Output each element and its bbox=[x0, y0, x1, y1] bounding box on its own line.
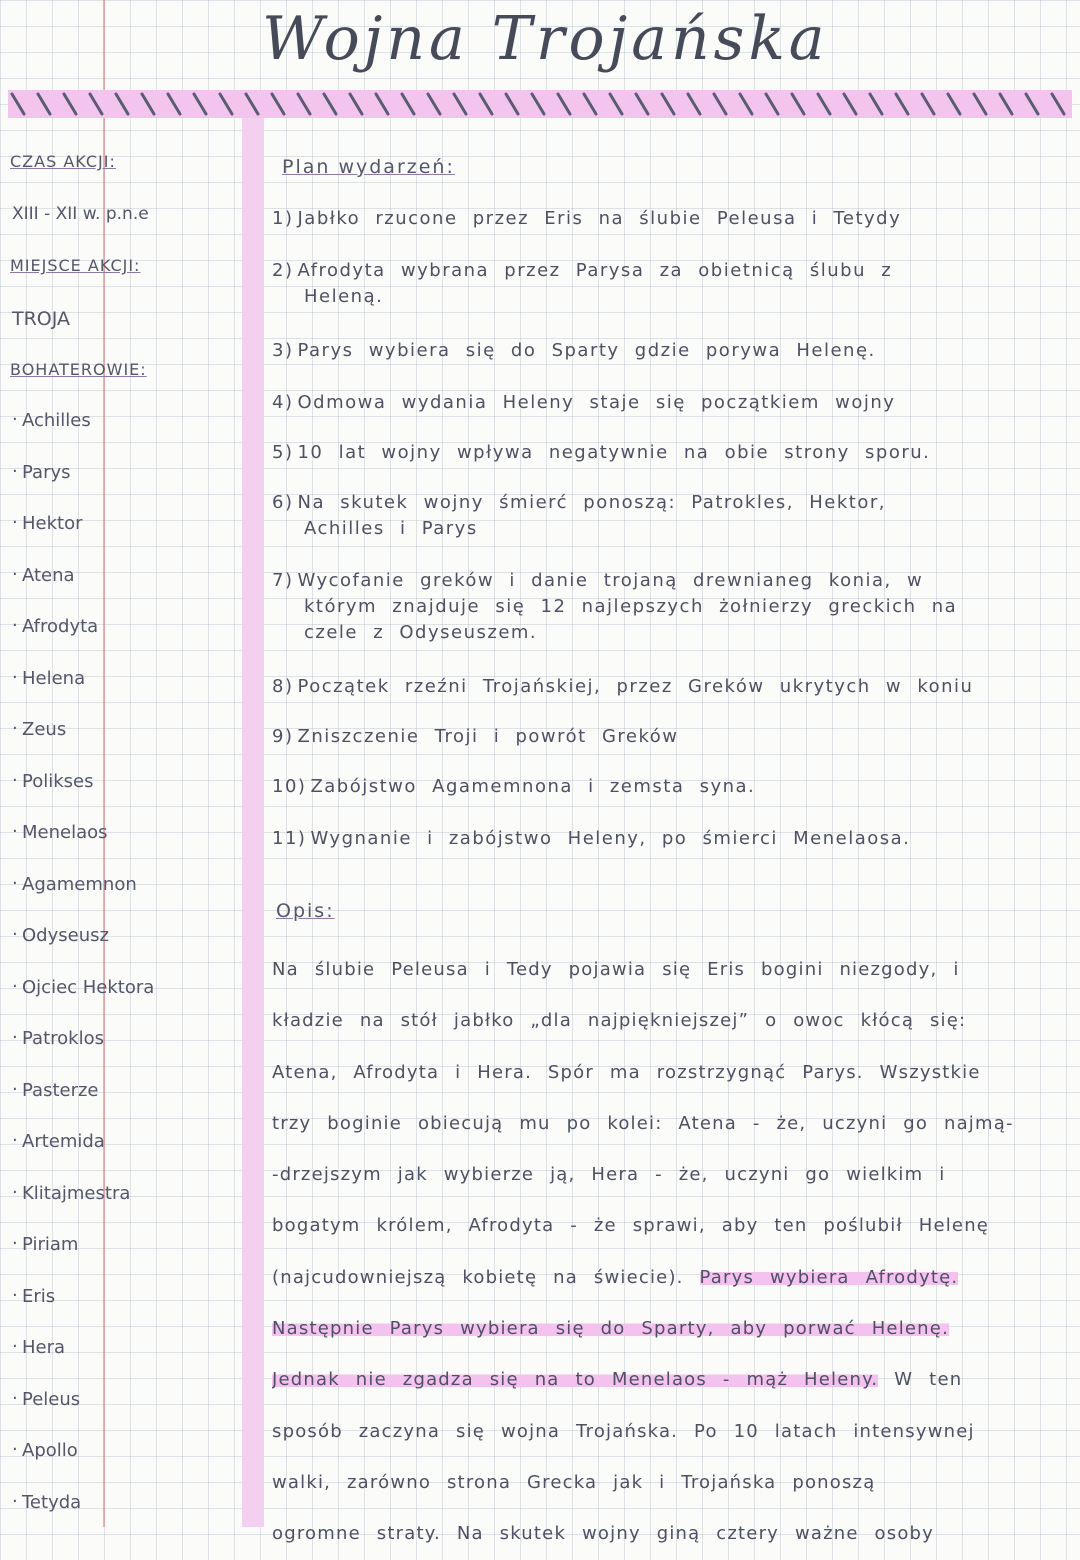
event-number: 9) bbox=[272, 726, 294, 747]
event-number: 6) bbox=[272, 492, 294, 513]
hero-item: · Peleus bbox=[22, 1389, 80, 1410]
event-text: którym znajduje się 12 najlepszych żołnierzy greckich na bbox=[304, 596, 958, 617]
hero-item: · Parys bbox=[22, 462, 71, 483]
opis-line: Atena, Afrodyta i Hera. Spór ma rozstrzygnąć Parys. Wszystkie bbox=[272, 1061, 981, 1083]
hero-item: · Afrodyta bbox=[22, 616, 98, 637]
hero-item: · Ojciec Hektora bbox=[22, 977, 154, 998]
event-number: 3) bbox=[272, 340, 294, 361]
event-item bbox=[272, 390, 1062, 416]
hero-item: · Artemida bbox=[22, 1131, 105, 1152]
hero-item: · Pasterze bbox=[22, 1080, 99, 1101]
opis-line: -drzejszym jak wybierze ją, Hera - że, uczyni go wielkim i bbox=[272, 1164, 946, 1186]
hero-item: · Achilles bbox=[22, 410, 91, 431]
pink-highlight-column bbox=[242, 118, 264, 1527]
hatch-mark bbox=[792, 94, 804, 114]
event-text: Heleną. bbox=[304, 286, 384, 307]
heroes-heading: BOHATEROWIE: bbox=[10, 360, 147, 379]
hatch-mark bbox=[480, 94, 492, 114]
opis-line: sposób zaczyna się wojna Trojańska. Po 10 latach intensywnej bbox=[272, 1420, 975, 1442]
hero-item: · Menelaos bbox=[22, 822, 108, 843]
event-text: Zniszczenie Troji i powrót Greków bbox=[297, 726, 679, 747]
highlighted-text: Następnie Parys wybiera się do Sparty, aby porwać Helenę. bbox=[272, 1318, 949, 1340]
hatch-mark bbox=[584, 94, 596, 114]
event-item bbox=[272, 490, 1062, 542]
hatch-mark bbox=[532, 94, 544, 114]
hatch-mark bbox=[194, 94, 206, 114]
hatch-mark bbox=[688, 94, 700, 114]
event-item bbox=[272, 206, 1062, 232]
hero-item: · Piriam bbox=[22, 1234, 78, 1255]
opis-line-text: W ten bbox=[894, 1369, 963, 1391]
hatch-mark bbox=[896, 94, 908, 114]
place-value: TROJA bbox=[12, 308, 71, 330]
event-text: Parys wybiera się do Sparty gdzie porywa Helenę. bbox=[297, 340, 876, 361]
event-text: Wycofanie greków i danie trojaną drewnianeg konia, w bbox=[297, 570, 924, 591]
event-number: 5) bbox=[272, 442, 294, 463]
event-text: 10 lat wojny wpływa negatywnie na obie strony sporu. bbox=[297, 442, 931, 463]
event-text: Afrodyta wybrana przez Parysa za obietnicą ślubu z bbox=[297, 260, 893, 281]
hatch-mark bbox=[662, 94, 674, 114]
event-text: czele z Odyseuszem. bbox=[304, 622, 538, 643]
hatch-mark bbox=[766, 94, 778, 114]
opis-heading: Opis: bbox=[276, 900, 335, 922]
hatch-mark bbox=[610, 94, 622, 114]
opis-line: ogromne straty. Na skutek wojny giną cztery ważne osoby bbox=[272, 1523, 935, 1545]
time-heading: CZAS AKCJI: bbox=[10, 152, 116, 171]
opis-line bbox=[272, 1303, 1064, 1354]
event-number: 8) bbox=[272, 676, 294, 697]
red-margin-line bbox=[103, 0, 105, 1527]
hero-item: · Agamemnon bbox=[22, 874, 137, 895]
hatch-mark bbox=[90, 94, 102, 114]
hatch-mark bbox=[558, 94, 570, 114]
hero-item: · Zeus bbox=[22, 719, 66, 740]
hatch-mark bbox=[922, 94, 934, 114]
event-number: 1) bbox=[272, 208, 294, 229]
hatch-mark bbox=[714, 94, 726, 114]
hatch-mark bbox=[818, 94, 830, 114]
hero-item: · Eris bbox=[22, 1286, 55, 1307]
event-number: 10) bbox=[272, 776, 307, 797]
hatch-mark bbox=[116, 94, 128, 114]
hatch-mark bbox=[350, 94, 362, 114]
opis-line-text: (najcudowniejszą kobietę na świecie). bbox=[272, 1266, 684, 1288]
hatch-mark bbox=[64, 94, 76, 114]
hatch-mark bbox=[636, 94, 648, 114]
event-number: 2) bbox=[272, 260, 294, 281]
event-text: Odmowa wydania Heleny staje się początkiem wojny bbox=[297, 392, 896, 413]
plan-heading: Plan wydarzeń: bbox=[282, 156, 455, 178]
hero-item: · Atena bbox=[22, 565, 75, 586]
event-item bbox=[272, 568, 1062, 646]
hatch-mark bbox=[948, 94, 960, 114]
hatch-mark bbox=[220, 94, 232, 114]
time-value: XIII - XII w. p.n.e bbox=[12, 204, 149, 224]
event-item bbox=[272, 338, 1062, 364]
opis-line: bogatym królem, Afrodyta - że sprawi, aby ten poślubił Helenę bbox=[272, 1215, 990, 1237]
opis-line: walki, zarówno strona Grecka jak i Trojańska ponoszą bbox=[272, 1471, 876, 1493]
event-item bbox=[272, 258, 1062, 310]
hero-item: · Hektor bbox=[22, 513, 83, 534]
event-item bbox=[272, 674, 1062, 700]
hero-item: · Helena bbox=[22, 668, 85, 689]
event-item bbox=[272, 774, 1062, 800]
hatch-mark bbox=[324, 94, 336, 114]
event-text: Achilles i Parys bbox=[304, 518, 478, 539]
opis-line: Na ślubie Peleusa i Tedy pojawia się Eris bogini niezgody, i bbox=[272, 959, 960, 980]
opis-line: trzy boginie obiecują mu po kolei: Atena - że, uczyni go najmą- bbox=[272, 1112, 1014, 1134]
hatch-mark bbox=[974, 94, 986, 114]
highlighted-text: Parys wybiera Afrodytę. bbox=[699, 1266, 959, 1288]
event-text: Na skutek wojny śmierć ponoszą: Patrokles, Hektor, bbox=[297, 492, 886, 513]
hatch-mark bbox=[38, 94, 50, 114]
event-text: Wygnanie i zabójstwo Heleny, po śmierci Menelaosa. bbox=[310, 828, 911, 849]
event-item bbox=[272, 440, 1062, 466]
hero-item: · Apollo bbox=[22, 1440, 78, 1461]
hatch-mark bbox=[272, 94, 284, 114]
page-title: Wojna Trojańska bbox=[262, 4, 829, 74]
hatch-mark bbox=[428, 94, 440, 114]
hatch-mark bbox=[1000, 94, 1012, 114]
hero-item: · Polikses bbox=[22, 771, 93, 792]
hero-item: · Patroklos bbox=[22, 1028, 104, 1049]
event-number: 11) bbox=[272, 828, 307, 849]
hatch-mark bbox=[1052, 94, 1064, 114]
hatch-mark bbox=[870, 94, 882, 114]
event-number: 7) bbox=[272, 570, 294, 591]
hatch-mark bbox=[376, 94, 388, 114]
hatch-mark bbox=[1026, 94, 1038, 114]
hero-item: · Tetyda bbox=[22, 1492, 81, 1513]
event-number: 4) bbox=[272, 392, 294, 413]
hero-item: · Odyseusz bbox=[22, 925, 109, 946]
hatch-mark bbox=[506, 94, 518, 114]
hatch-mark bbox=[298, 94, 310, 114]
place-heading: MIEJSCE AKCJI: bbox=[10, 256, 141, 275]
opis-paragraph bbox=[272, 944, 1064, 1560]
event-text: Zabójstwo Agamemnona i zemsta syna. bbox=[310, 776, 756, 797]
hatch-mark bbox=[246, 94, 258, 114]
hatch-mark bbox=[844, 94, 856, 114]
hatch-mark bbox=[168, 94, 180, 114]
event-item bbox=[272, 826, 1062, 852]
event-text: Jabłko rzucone przez Eris na ślubie Peleusa i Tetydy bbox=[297, 208, 902, 229]
decorative-hatched-stripe bbox=[8, 90, 1072, 118]
opis-line bbox=[272, 1354, 1064, 1405]
hero-item: · Hera bbox=[22, 1337, 65, 1358]
opis-line bbox=[272, 1252, 1064, 1303]
hatch-mark bbox=[740, 94, 752, 114]
event-text: Początek rzeźni Trojańskiej, przez Greków ukrytych w koniu bbox=[297, 676, 974, 697]
hatch-mark bbox=[142, 94, 154, 114]
highlighted-text: Jednak nie zgadza się na to Menelaos - mąż Heleny. bbox=[272, 1369, 879, 1391]
hatch-mark bbox=[454, 94, 466, 114]
hero-item: · Klitajmestra bbox=[22, 1183, 130, 1204]
hatch-mark bbox=[12, 94, 24, 114]
hatch-mark bbox=[402, 94, 414, 114]
opis-line: kładzie na stół jabłko „dla najpiękniejszej” o owoc kłócą się: bbox=[272, 1010, 967, 1032]
event-item bbox=[272, 724, 1062, 750]
